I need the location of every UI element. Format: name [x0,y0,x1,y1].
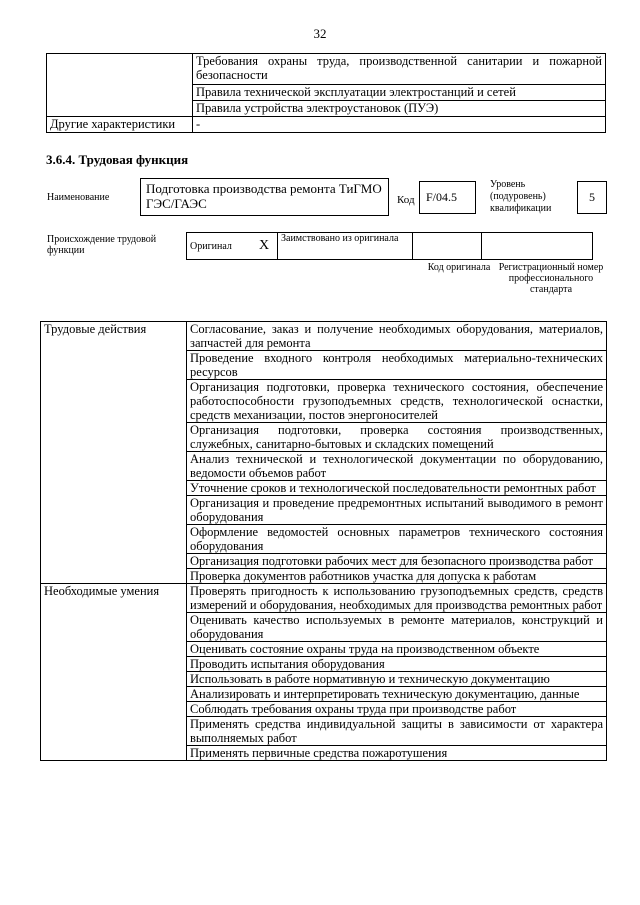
requirements-table-continued [46,53,606,133]
list-item: Соблюдать требования охраны труда при производстве работ [187,702,607,717]
list-item: Применять первичные средства пожаротушения [187,746,607,761]
code-label: Код [397,194,415,206]
qualification-level-label: Уровень (подуровень) квалификации [490,179,552,214]
table-row [41,584,607,613]
list-item: Анализировать и интерпретировать техническую документацию, данные [187,687,607,702]
row-label: Другие характеристики [47,117,193,133]
origin-label: Происхождение трудовой функции [47,234,157,256]
function-details-table [40,321,607,761]
code-original-caption: Код оригинала [427,262,491,273]
list-item: Анализ технической и технологической документации по оборудованию, ведомости объемов работ [187,452,607,481]
section-label: Трудовые действия [41,322,187,584]
section-heading: 3.6.4. Трудовая функция [46,152,189,167]
reg-number-cell [482,233,593,260]
function-code-value: F/04.5 [419,181,476,214]
list-item: Оценивать состояние охраны труда на производственном объекте [187,642,607,657]
row-value: Правила устройства электроустановок (ПУЭ) [193,101,606,117]
page-number: 32 [313,26,327,41]
list-item: Организация подготовки рабочих мест для безопасного производства работ [187,554,607,569]
list-item: Проверка документов работников участка для допуска к работам [187,569,607,584]
row-value: Правила технической эксплуатации электростанций и сетей [193,85,606,101]
name-label: Наименование [47,192,110,203]
list-item: Согласование, заказ и получение необходимых оборудования, материалов, запчастей для ремонта [187,322,607,351]
list-item: Оценивать качество используемых в ремонте материалов, конструкций и оборудования [187,613,607,642]
reg-number-caption: Регистрационный номер профессионального стандарта [498,262,604,295]
original-mark: X [251,233,278,260]
list-item: Оформление ведомостей основных параметров технического состояния оборудования [187,525,607,554]
borrowed-label: Заимствовано из оригинала [278,233,413,260]
table-row [187,233,593,260]
table-row [47,54,606,85]
list-item: Уточнение сроков и технологической последовательности ремонтных работ [187,481,607,496]
table-row [47,117,606,133]
origin-table [186,232,593,260]
list-item: Использовать в работе нормативную и техническую документацию [187,672,607,687]
function-name-value: Подготовка производства ремонта ТиГМО ГЭС/ГАЭС [140,178,389,216]
row-value: - [193,117,606,133]
list-item: Проверять пригодность к использованию грузоподъемных средств, средств измерений и оборудования, необходимых для производства ремонтных работ [187,584,607,613]
row-label [47,54,193,117]
code-original-cell [413,233,482,260]
qualification-level-value: 5 [577,181,607,214]
list-item: Организация и проведение предремонтных испытаний выводимого в ремонт оборудования [187,496,607,525]
original-label: Оригинал [187,233,252,260]
row-value: Требования охраны труда, производственной санитарии и пожарной безопасности [193,54,606,85]
list-item: Организация подготовки, проверка состояния производственных, служебных, санитарно-бытовых и складских помещений [187,423,607,452]
list-item: Применять средства индивидуальной защиты в зависимости от характера выполняемых работ [187,717,607,746]
list-item: Проводить испытания оборудования [187,657,607,672]
section-label: Необходимые умения [41,584,187,761]
list-item: Организация подготовки, проверка технического состояния, обеспечение работоспособности грузоподъемных средств, технологической оснастки, средств механизации, постов энергоносителей [187,380,607,423]
table-row [41,322,607,351]
list-item: Проведение входного контроля необходимых материально-технических ресурсов [187,351,607,380]
